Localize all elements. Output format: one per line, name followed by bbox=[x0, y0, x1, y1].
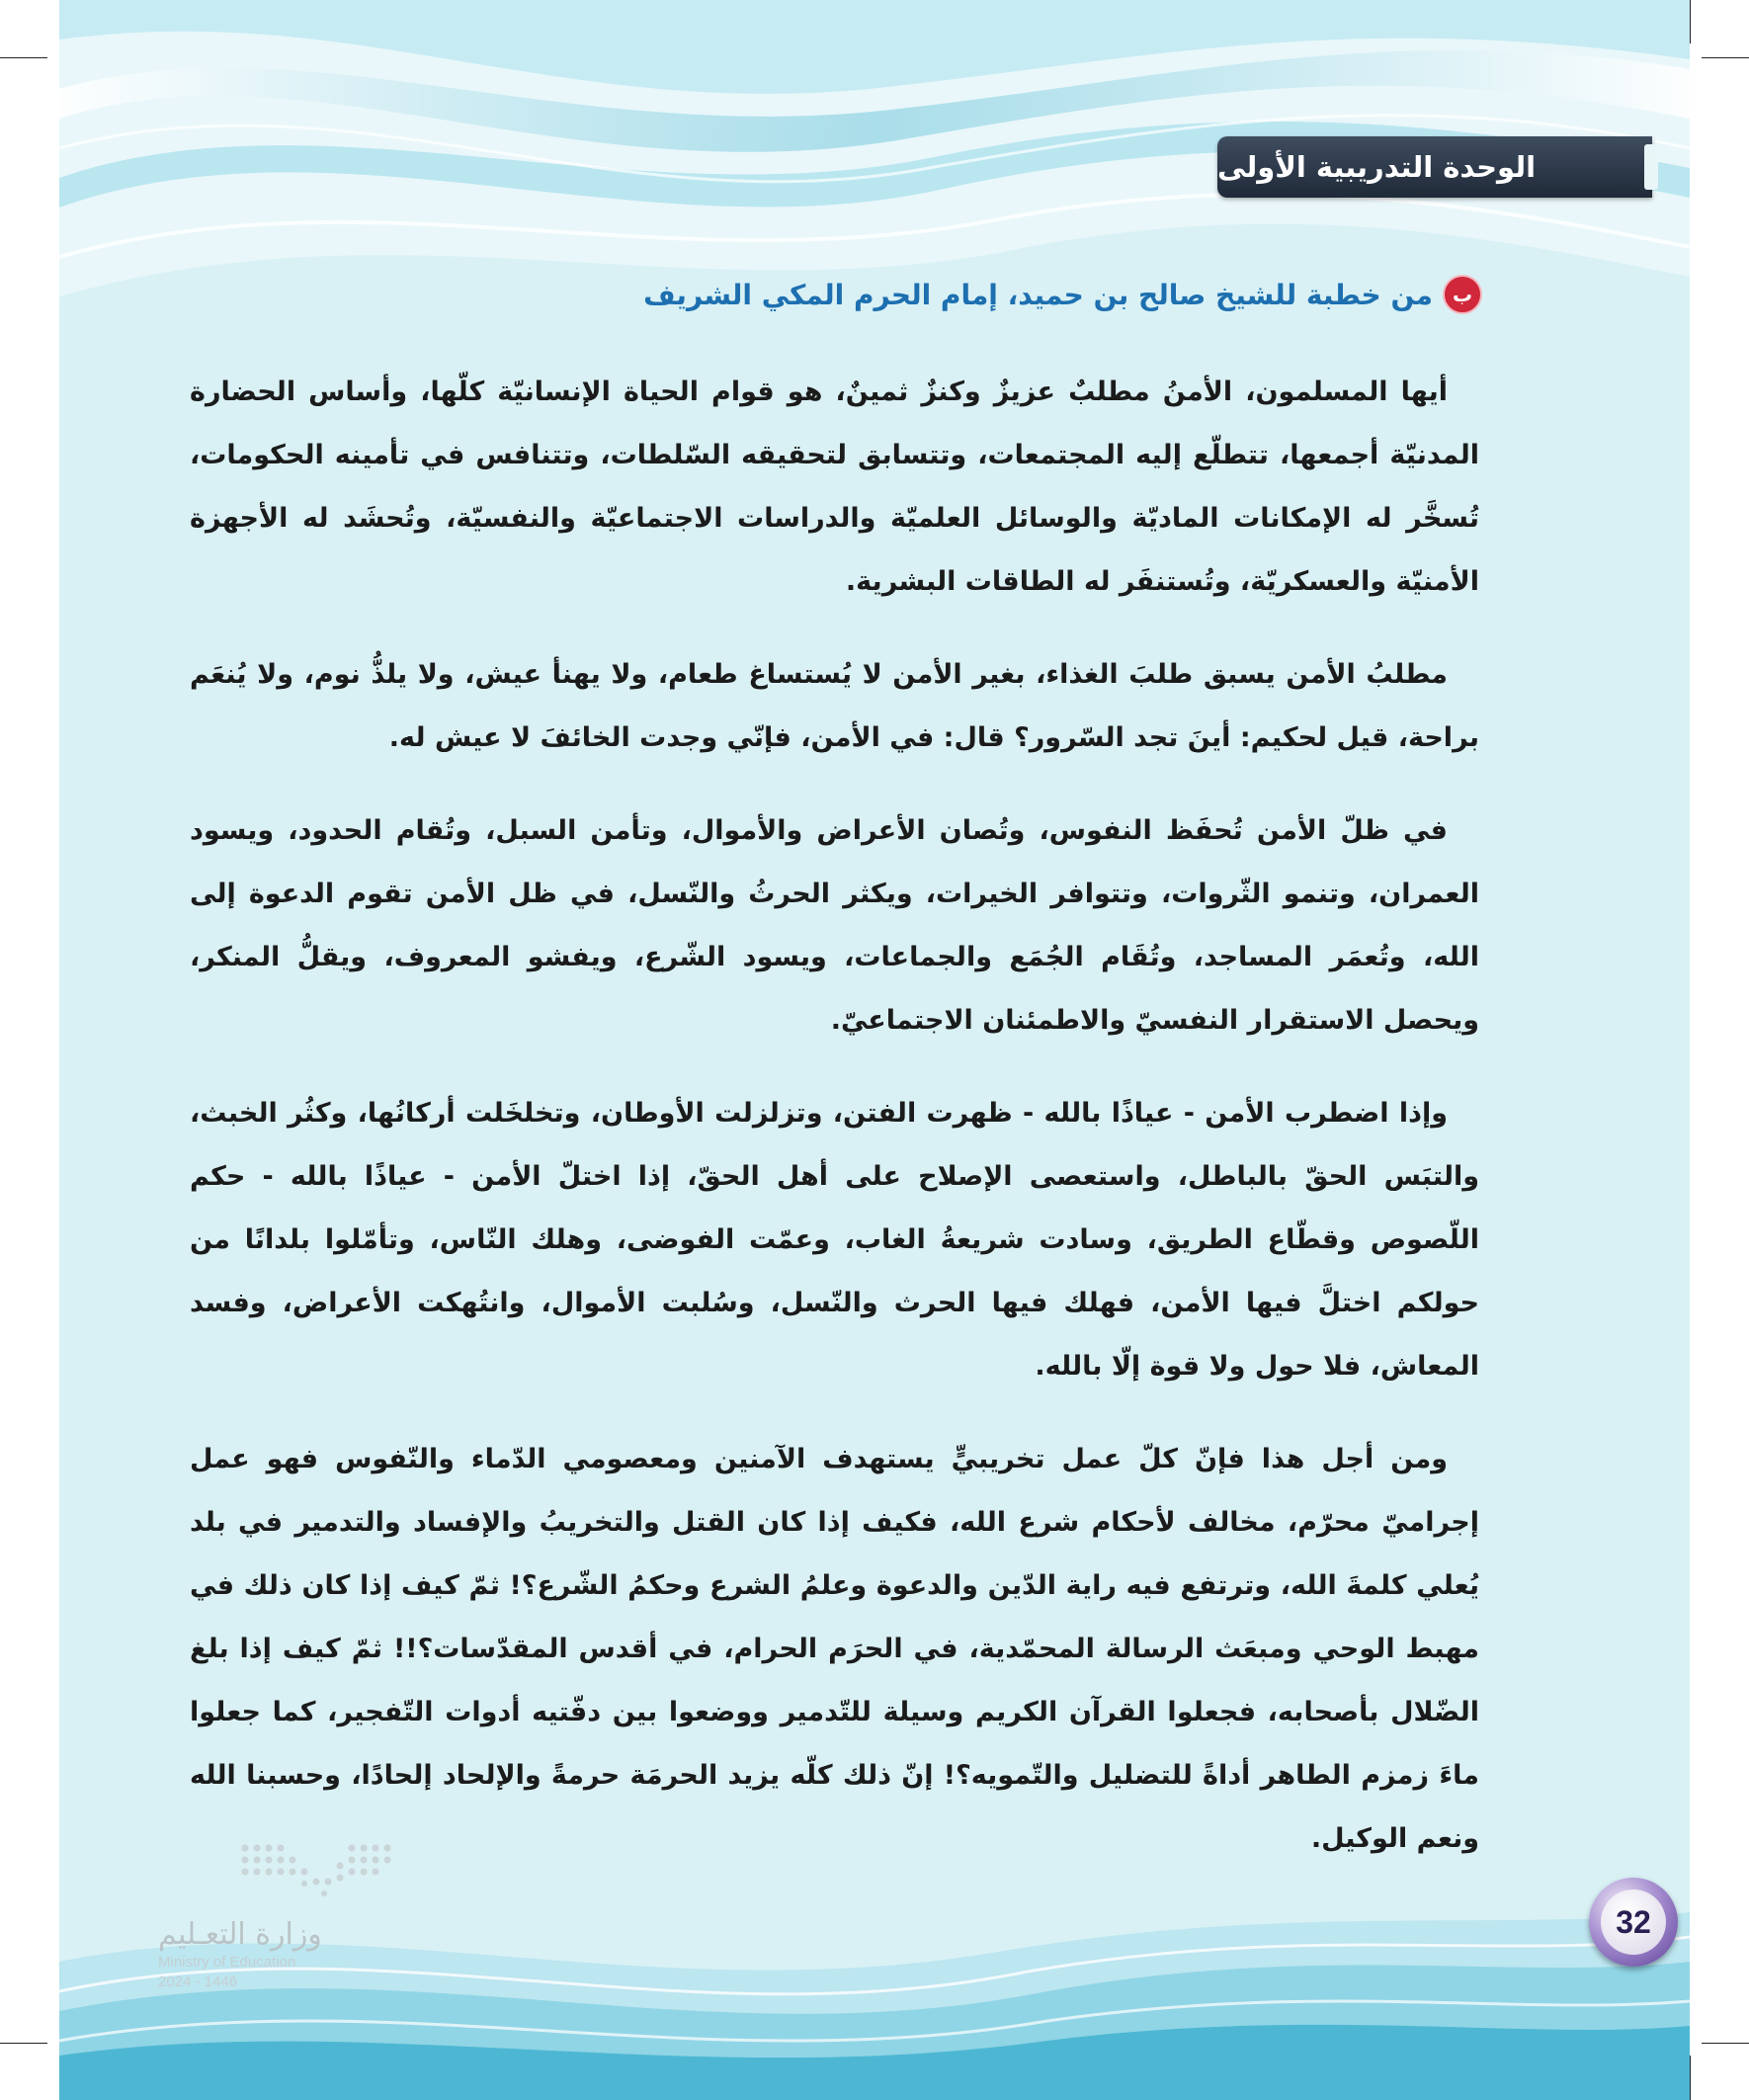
crop-mark bbox=[1702, 2043, 1749, 2044]
banner-accent bbox=[1644, 144, 1658, 190]
crop-mark bbox=[0, 57, 47, 58]
unit-banner bbox=[1217, 136, 1652, 198]
ministry-logo-dots-icon bbox=[237, 1838, 405, 1907]
ministry-year: 2024 - 1446 bbox=[158, 1974, 238, 1990]
crop-mark bbox=[1690, 0, 1691, 43]
page-number: 32 bbox=[1601, 1890, 1666, 1955]
page bbox=[59, 0, 1690, 2100]
paragraph: ومن أجل هذا فإنّ كلّ عمل تخريبيٍّ يستهدف الآمنين ومعصومي الدّماء والنّفوس فهو عمل إجراميّ محرّم، مخالف لأحكام شرع الله، فكيف إذا كان القتل والتخريبُ والإفساد والتدمير في بلد يُعلي كلمةَ الله، وترتفع فيه راية الدّين والدعوة وعلمُ الشرع وحكمُ الشّرع؟! ثمّ كيف إذا كان ذلك في مهبط الوحي ومبعَث الرسالة المحمّدية، في الحرَم الحرام، في أقدس المقدّسات؟!! ثمّ كيف إذا بلغ الضّلال بأصحابه، فجعلوا القرآن الكريم وسيلة للتّدمير ووضعوا بين دفّتيه أدوات التّفجير، كما جعلوا ماءَ زمزم الطاهر أداةً للتضليل والتّمويه؟! إنّ ذلك كلّه يزيد الحرمَة حرمةً والإلحاد إلحادًا، وحسبنا الله ونعم الوكيل. bbox=[190, 1444, 1479, 1854]
paragraph: وإذا اضطرب الأمن - عياذًا بالله - ظهرت الفتن، وتزلزلت الأوطان، وتخلخَلت أركانُها، وكثُر الخبث، والتبَس الحقّ بالباطل، واستعصى الإصلاح على أهل الحقّ، إذا اختلّ الأمن - عياذًا بالله - حكم اللّصوص وقطّاع الطريق، وسادت شريعةُ الغاب، وعمّت الفوضى، وهلك النّاس، وتأمّلوا بلدانًا من حولكم اختلَّ فيها الأمن، فهلك فيها الحرث والنّسل، وسُلبت الأموال، وانتُهكت الأعراض، وفسد المعاش، فلا حول ولا قوة إلّا بالله. bbox=[190, 1098, 1479, 1382]
article-body bbox=[190, 361, 1479, 1900]
paragraph: في ظلّ الأمن تُحفَظ النفوس، وتُصان الأعراض والأموال، وتأمن السبل، وتُقام الحدود، ويسود العمران، وتنمو الثّروات، وتتوافر الخيرات، ويكثر الحرثُ والنّسل، في ظل الأمن تقوم الدعوة إلى الله، وتُعمَر المساجد، وتُقَام الجُمَع والجماعات، ويسود الشّرع، ويفشو المعروف، ويقلُّ المنكر، ويحصل الاستقرار النفسيّ والاطمئنان الاجتماعيّ. bbox=[190, 815, 1479, 1036]
page-number-badge bbox=[1589, 1878, 1678, 1967]
crop-mark bbox=[0, 2043, 47, 2044]
ministry-logo bbox=[158, 1838, 425, 1990]
crop-mark bbox=[1702, 57, 1749, 58]
section-marker-badge: ب bbox=[1443, 275, 1482, 314]
paragraph: أيها المسلمون، الأمنُ مطلبٌ عزيزٌ وكنزٌ ثمينٌ، هو قوام الحياة الإنسانيّة كلّها، وأساس الحضارة المدنيّة أجمعها، تتطلّع إليه المجتمعات، وتتسابق لتحقيقه السّلطات، وتتنافس في تأمينه الحكومات، تُسخَّر له الإمكانات الماديّة والوسائل العلميّة والدراسات الاجتماعيّة والنفسيّة، وتُحشَد له الأجهزة الأمنيّة والعسكريّة، وتُستنفَر له الطاقات البشرية. bbox=[190, 377, 1479, 597]
unit-title: الوحدة التدريبية الأولى bbox=[1217, 150, 1537, 184]
section-heading bbox=[643, 275, 1482, 314]
paragraph: مطلبُ الأمن يسبق طلبَ الغذاء، بغير الأمن لا يُستساغ طعام، ولا يهنأ عيش، ولا يلذُّ نوم، ولا يُنعَم براحة، قيل لحكيم: أينَ تجد السّرور؟ قال: في الأمن، فإنّي وجدت الخائفَ لا عيش له. bbox=[190, 659, 1479, 753]
section-title: من خطبة للشيخ صالح بن حميد، إمام الحرم المكي الشريف bbox=[643, 278, 1433, 311]
crop-mark bbox=[1690, 2056, 1691, 2100]
ministry-name-arabic: وزارة التعـليم bbox=[158, 1917, 322, 1952]
ministry-name-english: Ministry of Education bbox=[158, 1954, 296, 1971]
